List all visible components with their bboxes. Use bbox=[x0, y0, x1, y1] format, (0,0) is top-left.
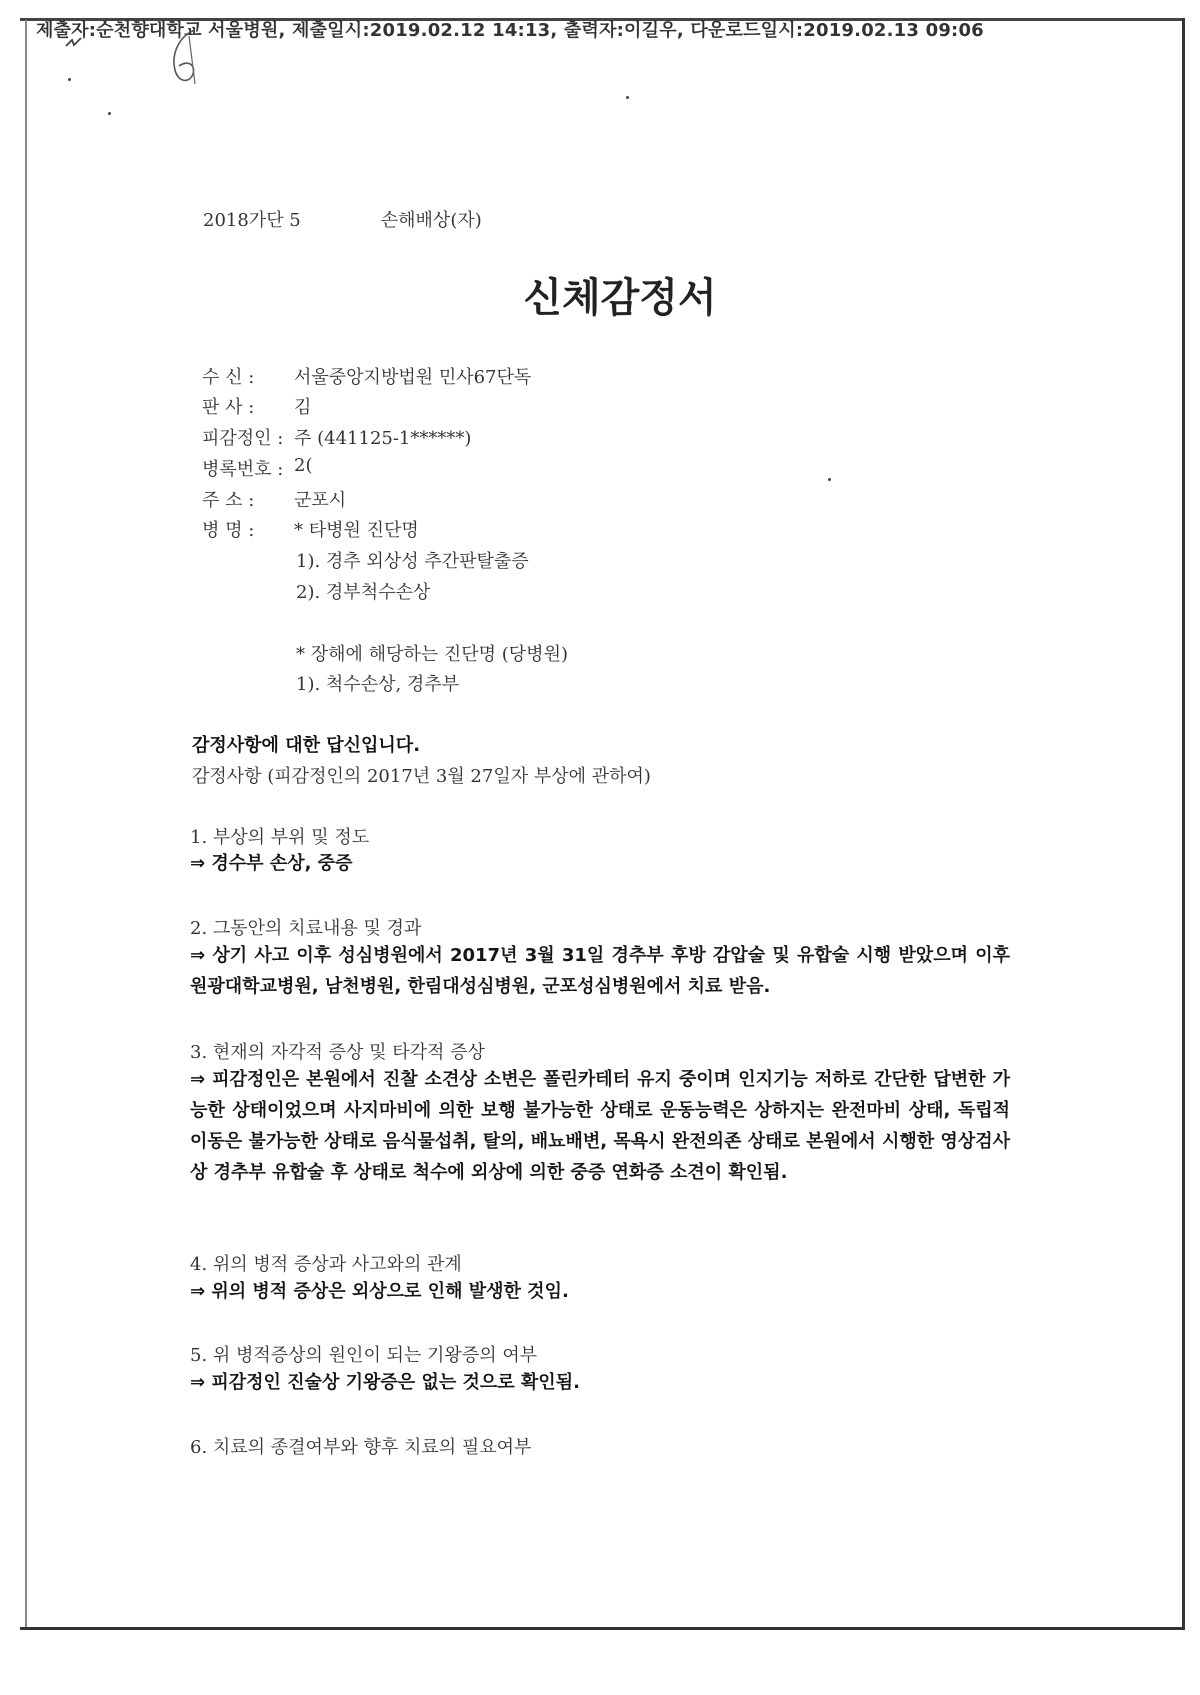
question-6: 6. 치료의 종결여부와 향후 치료의 필요여부 bbox=[190, 1437, 532, 1458]
case-number-suffix: 손해배상(자) bbox=[380, 210, 482, 231]
submission-stamp: 제출자:순천향대학교 서울병원, 제출일시:2019.02.12 14:13, 출력자:이길우, 다운로드일시:2019.02.13 09:06 bbox=[36, 20, 984, 41]
speck bbox=[626, 96, 629, 99]
field-value-judge: 김 bbox=[294, 397, 312, 418]
speck bbox=[828, 478, 831, 481]
answer-5-text: 피감정인 진술상 기왕증은 없는 것으로 확인됨. bbox=[211, 1372, 580, 1393]
arrow-icon: ⇒ bbox=[190, 853, 206, 874]
answer-2 bbox=[190, 940, 1010, 1002]
field-label-address: 주 소 : bbox=[202, 490, 255, 511]
field-label-record-number: 병록번호 : bbox=[202, 459, 284, 480]
question-1: 1. 부상의 부위 및 정도 bbox=[190, 827, 370, 848]
question-4: 4. 위의 병적 증상과 사고와의 관계 bbox=[190, 1254, 462, 1275]
document-title: 신체감정서 bbox=[523, 275, 717, 321]
arrow-icon: ⇒ bbox=[190, 945, 206, 966]
diagnosis-other-item: 2). 경부척수손상 bbox=[296, 582, 431, 603]
pen-mark bbox=[64, 36, 84, 50]
answer-3 bbox=[190, 1064, 1010, 1188]
disability-diagnosis-item: 1). 척수손상, 경추부 bbox=[296, 674, 460, 695]
field-label-diagnosis: 병 명 : bbox=[202, 520, 255, 541]
reply-subheading: 감정사항 (피감정인의 2017년 3월 27일자 부상에 관하여) bbox=[192, 766, 651, 787]
field-label-recipient: 수 신 : bbox=[202, 367, 255, 388]
arrow-icon: ⇒ bbox=[190, 1281, 206, 1302]
answer-4-text: 위의 병적 증상은 외상으로 인해 발생한 것임. bbox=[211, 1281, 569, 1302]
field-value-record-number: 2( bbox=[294, 455, 313, 476]
field-value-recipient: 서울중앙지방법원 민사67단독 bbox=[294, 367, 532, 388]
arrow-icon: ⇒ bbox=[190, 1069, 206, 1090]
reply-heading: 감정사항에 대한 답신입니다. bbox=[192, 735, 421, 756]
question-2: 2. 그동안의 치료내용 및 경과 bbox=[190, 918, 422, 939]
answer-3-text: 피감정인은 본원에서 진찰 소견상 소변은 폴린카테터 유지 중이며 인지기능 저하로 간단한 답변한 가능한 상태이었으며 사지마비에 의한 보행 불가능한 상태로 운동능력은 상하지는 완전마비 상태, 독립적 이동은 불가능한 상태로 음식물섭취, 탈의, 배뇨배변, 목욕시 완전의존 상태로 본원에서 시행한 영상검사상 경추부 유합술 후 상태로 척수에 외상에 의한 중증 연화증 소견이 확인됨. bbox=[190, 1069, 1010, 1183]
disability-diagnosis-header: * 장해에 해당하는 진단명 (당병원) bbox=[296, 644, 568, 665]
field-value-diagnosis: * 타병원 진단명 bbox=[294, 520, 419, 541]
diagnosis-other-item: 1). 경추 외상성 추간판탈출증 bbox=[296, 551, 529, 572]
field-label-examinee: 피감정인 : bbox=[202, 428, 284, 449]
answer-1-text: 경수부 손상, 중증 bbox=[211, 853, 353, 874]
answer-5 bbox=[190, 1367, 1010, 1398]
speck bbox=[108, 112, 111, 115]
page-border-right bbox=[1182, 18, 1185, 1628]
arrow-icon: ⇒ bbox=[190, 1372, 206, 1393]
answer-2-text: 상기 사고 이후 성심병원에서 2017년 3월 31일 경추부 후방 감압술 및 유합술 시행 받았으며 이후 원광대학교병원, 남천병원, 한림대성심병원, 군포성심병원에서 치료 받음. bbox=[190, 945, 1010, 997]
page-border-left bbox=[25, 20, 27, 1630]
question-3: 3. 현재의 자각적 증상 및 타각적 증상 bbox=[190, 1042, 485, 1063]
case-number-prefix: 2018가단 5 bbox=[203, 210, 301, 231]
speck bbox=[68, 78, 71, 81]
answer-1 bbox=[190, 848, 1010, 879]
field-label-judge: 판 사 : bbox=[202, 397, 255, 418]
handwritten-mark bbox=[165, 26, 203, 88]
field-value-address: 군포시 bbox=[294, 490, 347, 511]
answer-4 bbox=[190, 1276, 1010, 1307]
case-number bbox=[203, 206, 482, 232]
page-border-bottom bbox=[20, 1627, 1185, 1630]
field-value-examinee: 주 (441125-1******) bbox=[294, 428, 472, 449]
question-5: 5. 위 병적증상의 원인이 되는 기왕증의 여부 bbox=[190, 1345, 538, 1366]
